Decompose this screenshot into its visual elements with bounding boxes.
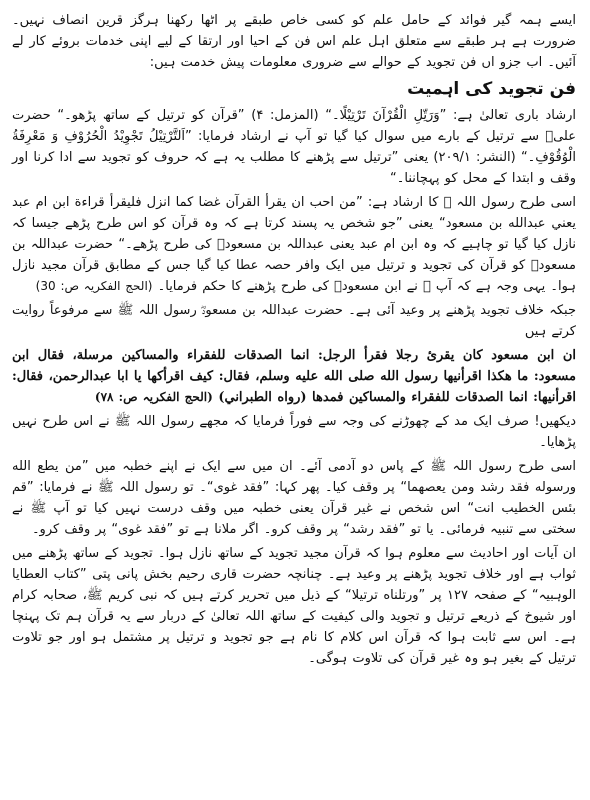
reference-citation: (الحج الفکریہ ص: 30) (35, 279, 153, 293)
hadith-ibn-masood-text: اسی طرح رسول اللہ ﷺ کا ارشاد ہے: ”من احب ان يقرأ القرآن غضا كما انزل فليقرأ قراءة ابن ام عبد يعني عبدالله بن مسعود“ یعنی ”جو شخص یہ پسند کرتا ہے کہ وہ قرآن کو اس طرح پڑھے جیسا کہ نازل کیا گیا تو چاہیے کہ وہ ابن ام عبد یعنی عبداللہ بن مسعودؓ کی طرح پڑھے۔“ حضرت عبداللہ بن مسعودؓ کو قرآن کی تجوید و ترتیل میں ایک وافر حصہ عطا کیا گیا جس کے مطابق قرآن مجید نازل ہوا۔ یہی وجہ ہے کہ آپ ﷺ نے ابن مسعودؓ کی طرح پڑھنے کا حکم فرمایا۔ (11, 195, 576, 294)
reference-citation: (الحج الفکریہ ص: ۷۸) (94, 390, 213, 404)
intro-paragraph: ایسے ہمہ گیر فوائد کے حامل علم کو کسی خاص طبقے پر اٹھا رکھنا ہرگز قرین انصاف نہیں۔ ضرورت ہے ہر طبقے سے متعلق اہل علم اس فن کے احیا اور ارتقا کے لیے اپنی خدمات بروئے کار لے آئیں۔ اب جزو اں فن تجوید کے حوالے سے ضروری معلومات پیش خدمت ہیں: (12, 13, 576, 70)
madd-remark-paragraph: دیکھیں! صرف ایک مد کے چھوڑنے کی وجہ سے فوراً فرمایا کہ مجھے رسول اللہ ﷺ نے اس طرح نہیں پڑھایا۔ (12, 414, 576, 450)
waqf-sermon-paragraph: اسی طرح رسول اللہ ﷺ کے پاس دو آدمی آئے۔ ان میں سے ایک نے اپنے خطبہ میں ”من يطع الله ورسوله فقد رشد ومن يعصهما“ پر وقف کیا۔ پھر کہا: ”فقد غوى“۔ تو رسول اللہ ﷺ نے فرمایا: ”قم بئس الخطيب انت“ اس شخص نے غیر قرآن یعنی خطبہ میں وقف درست نہیں کیا تو آپ ﷺ نے سختی سے تنبیہ فرمائی۔ یا تو ”فقد رشد“ پر وقف کرو۔ اگر ملانا ہے تو ”فقد غوى“ پر وقف کرو۔ (12, 459, 576, 537)
arabic-hadith-text: ان ابن مسعود كان يقرئ رجلا فقرأ الرجل: انما الصدقات للفقراء والمساكين مرسلة، فقال ابن مسعود: ما هكذا اقرأنيها رسول الله صلى الله عليه وسلم، فقال: كيف اقرأكها يا ابا عبدالرحمن، فقال: اقرأنيها: انما الصدقات للفقراء والمساكين فمدها (رواه الطبراني) (12, 348, 576, 405)
quran-verse-paragraph: ارشاد باری تعالیٰ ہے: ”وَرَتِّلِ الْقُرْآنَ تَرْتِيْلًا۔“ (المزمل: ۴) ”قرآن کو ترتیل کے ساتھ پڑھو۔“ حضرت علیؓ سے ترتیل کے بارے میں سوال کیا گیا تو آپ نے ارشاد فرمایا: ”اَلتَّرْتِيْلُ تَجْوِيْدُ الْحُرُوْفِ وَ مَعْرِفَةُ الْوُقُوْفِ۔“ (النشر: ۲۰۹/۱) یعنی ”ترتیل سے پڑھنے کا مطلب یہ ہے کہ حروف کو تجوید سے ادا کرنا اور وقف و ابتدا کے محل کو پہچاننا۔“ (12, 108, 576, 186)
arabic-hadith-paragraph (12, 345, 576, 408)
conclusion-paragraph: ان آیات اور احادیث سے معلوم ہوا کہ قرآن مجید تجوید کے ساتھ نازل ہوا۔ تجوید کے ساتھ پڑھنے میں ثواب ہے اور خلاف تجوید پڑھنے پر وعید ہے۔ چنانچہ حضرت قاری رحیم بخش پانی پتی ”کتاب العطایا الوہبیہ“ کے صفحہ ۱۲۷ پر ”ورتلناه ترتيلا“ کے ذیل میں تحریر کرتے ہیں کہ نبی کریم ﷺ، صحابہ کرام اور شیوخ کے ذریعے ترتیل و تجوید والی کیفیت کے ساتھ اللہ تعالیٰ کے دربار سے یہ قرآن ہم تک پہنچا ہے۔ اس سے ثابت ہوا کہ قرآن اس کلام کا نام ہے جو تجوید و ترتیل پر مشتمل ہو اور جو تلاوت ترتیل کے بغیر ہو وہ غیر قرآن کی تلاوت ہوگی۔ (12, 546, 576, 666)
warning-paragraph: جبکہ خلاف تجوید پڑھنے پر وعید آئی ہے۔ حضرت عبداللہ بن مسعودؓ رسول اللہ ﷺ سے مرفوعاً روایت کرتے ہیں (12, 303, 576, 339)
section-heading: فن تجوید کی اہمیت (407, 79, 576, 99)
hadith-ibn-masood-paragraph (12, 192, 576, 297)
